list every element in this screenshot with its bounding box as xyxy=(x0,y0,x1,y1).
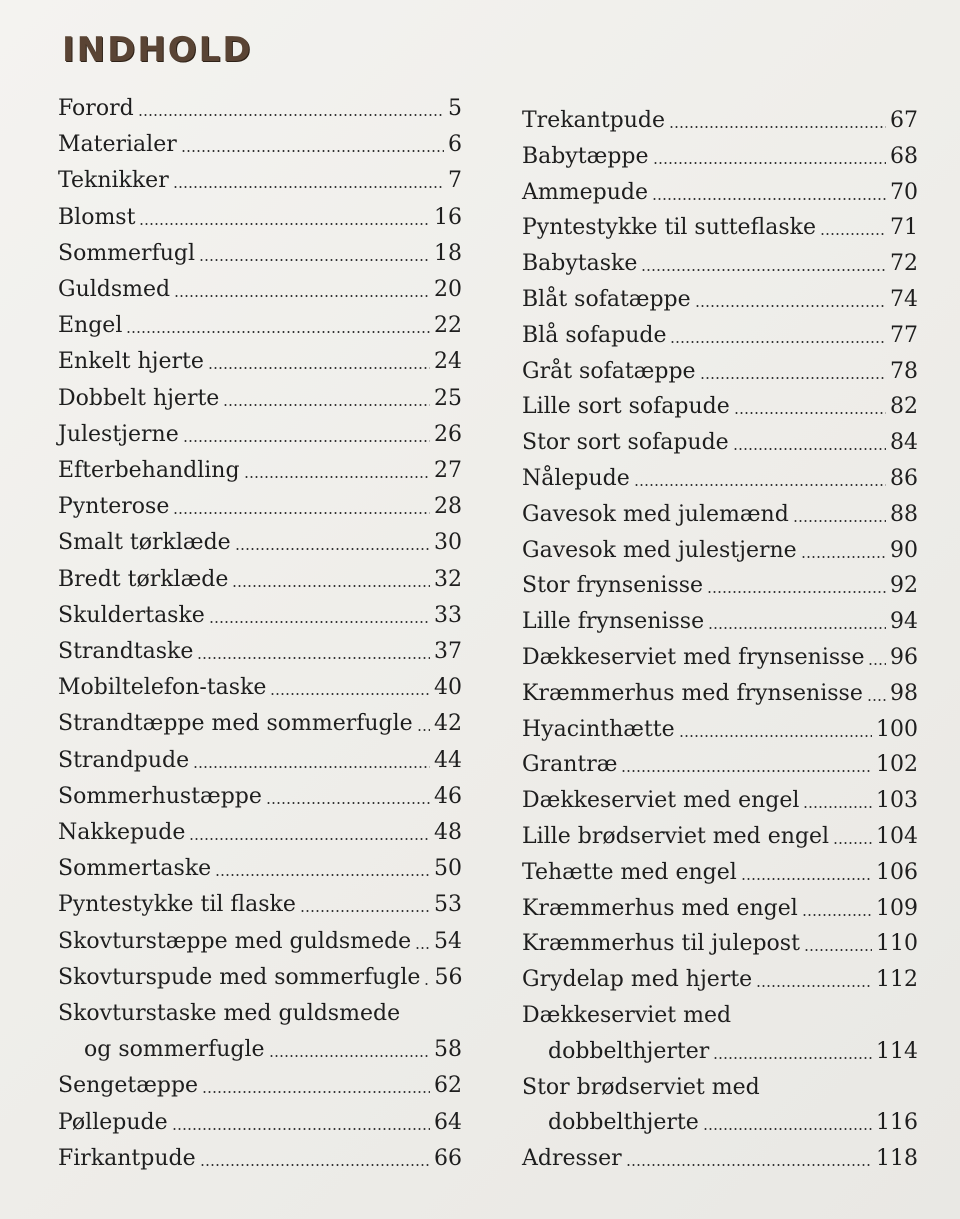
toc-entry-title: Forord xyxy=(58,96,134,121)
toc-entry-page: 74 xyxy=(890,287,918,312)
toc-entry xyxy=(58,311,462,341)
toc-entry xyxy=(522,357,918,387)
toc-entry-page: 71 xyxy=(890,215,918,241)
toc-entry xyxy=(522,679,918,709)
toc-entry xyxy=(522,643,918,673)
toc-entry-page: 30 xyxy=(434,530,462,556)
dot-leader xyxy=(793,520,886,522)
toc-entry-title: Pyntestykke til flaske xyxy=(58,892,296,918)
toc-entry-page: 94 xyxy=(890,609,918,635)
dot-leader xyxy=(266,802,430,804)
toc-entry-title: Kræmmerhus til julepost xyxy=(522,931,800,957)
dot-leader xyxy=(139,223,430,225)
toc-entry-title: Sommerfugl xyxy=(58,240,196,266)
toc-entry xyxy=(522,428,918,458)
toc-entry-title: Firkantpude xyxy=(58,1145,196,1171)
toc-entry xyxy=(58,1071,462,1101)
toc-entry-title: Efterbehandling xyxy=(58,458,240,483)
dot-leader xyxy=(695,305,886,307)
toc-entry-page: 88 xyxy=(890,501,918,527)
toc-entry-page: 32 xyxy=(434,566,462,592)
toc-entry-title: Kræmmerhus med frynsenisse xyxy=(522,680,863,706)
dot-leader xyxy=(621,770,872,772)
dot-leader xyxy=(833,842,872,844)
toc-entry xyxy=(58,528,462,558)
toc-entry xyxy=(58,492,462,522)
toc-entry xyxy=(58,384,462,414)
toc-entry xyxy=(522,1001,918,1031)
toc-entry xyxy=(522,321,918,351)
dot-leader xyxy=(670,341,886,343)
toc-entry xyxy=(58,565,462,595)
toc-entry xyxy=(58,166,462,196)
dot-leader xyxy=(173,512,430,514)
dot-leader xyxy=(652,198,886,200)
dot-leader xyxy=(174,295,430,297)
toc-entry xyxy=(522,106,918,136)
toc-entry-title: Gråt sofatæppe xyxy=(522,358,696,384)
toc-entry-title: Engel xyxy=(58,313,123,339)
toc-entry xyxy=(58,746,462,776)
toc-entry-title: Babytaske xyxy=(522,251,638,277)
toc-entry xyxy=(522,285,918,315)
dot-leader xyxy=(232,585,430,587)
toc-entry xyxy=(58,456,462,486)
toc-entry xyxy=(522,536,918,566)
dot-leader xyxy=(804,949,872,951)
toc-entry xyxy=(522,178,918,208)
dot-leader xyxy=(802,914,872,916)
toc-entry-page: 64 xyxy=(434,1109,462,1135)
toc-entry-page: 84 xyxy=(890,430,918,456)
toc-entry-title: Skovturstæppe med guldsmede xyxy=(58,928,412,954)
toc-entry xyxy=(58,999,462,1029)
toc-entry xyxy=(58,203,462,233)
toc-entry-page: 72 xyxy=(890,251,918,277)
dot-leader xyxy=(138,114,444,116)
toc-entry-page: 33 xyxy=(434,602,462,628)
toc-entry-title: Dækkeserviet med engel xyxy=(522,788,800,814)
toc-entry-page: 44 xyxy=(434,747,462,773)
toc-entry-page: 24 xyxy=(434,349,462,375)
toc-entry xyxy=(58,94,462,124)
toc-entry-title: Stor sort sofapude xyxy=(522,430,729,456)
toc-entry-title: Dækkeserviet med frynsenisse xyxy=(522,645,865,670)
toc-entry xyxy=(522,392,918,422)
toc-entry-page: 66 xyxy=(434,1145,462,1171)
toc-entry-page: 62 xyxy=(434,1073,462,1099)
toc-entry-title: Gavesok med julestjerne xyxy=(522,537,797,563)
toc-entry-page: 67 xyxy=(890,108,918,133)
page-title: INDHOLD xyxy=(62,30,253,70)
dot-leader xyxy=(700,377,886,379)
dot-leader xyxy=(634,484,886,486)
dot-leader xyxy=(181,150,444,152)
toc-entry xyxy=(522,464,918,494)
toc-entry xyxy=(58,927,462,957)
toc-entry xyxy=(522,1073,918,1103)
toc-entry xyxy=(58,420,462,450)
toc-entry xyxy=(58,709,462,739)
toc-entry-page: 109 xyxy=(876,895,918,921)
dot-leader xyxy=(741,878,872,880)
toc-entry-title: Blåt sofatæppe xyxy=(522,287,691,312)
dot-leader xyxy=(626,1164,872,1166)
toc-entry-page: 77 xyxy=(890,322,918,348)
toc-entry-title: Blomst xyxy=(58,204,136,230)
toc-entry-title: Blå sofapude xyxy=(522,322,667,348)
toc-entry-title: Gavesok med julemænd xyxy=(522,501,789,527)
toc-entry-page: 48 xyxy=(434,820,462,845)
toc-entry xyxy=(522,1037,918,1067)
dot-leader xyxy=(244,476,430,478)
toc-entry-title: Guldsmed xyxy=(58,277,171,302)
toc-entry-page: 22 xyxy=(434,313,462,339)
toc-entry-page: 54 xyxy=(434,928,462,954)
toc-entry-page: 103 xyxy=(876,788,918,814)
toc-entry-title: Lille frynsenisse xyxy=(522,609,705,635)
toc-entry-title: Dækkeserviet med xyxy=(522,1003,732,1028)
toc-entry xyxy=(58,1108,462,1138)
toc-entry-page: 26 xyxy=(434,421,462,447)
dot-leader xyxy=(679,735,872,737)
dot-leader xyxy=(713,1057,872,1059)
dot-leader xyxy=(197,657,430,659)
toc-entry-title: Sommertaske xyxy=(58,856,212,882)
dot-leader xyxy=(708,627,886,629)
toc-entry-title: Dobbelt hjerte xyxy=(58,385,220,411)
toc-entry-title: Stor frynsenisse xyxy=(522,573,704,599)
toc-entry-page: 58 xyxy=(434,1037,462,1063)
toc-entry xyxy=(522,965,918,995)
toc-entry-page: 16 xyxy=(434,204,462,230)
dot-leader xyxy=(733,448,886,450)
toc-entry xyxy=(58,963,462,993)
toc-entry xyxy=(58,782,462,812)
dot-leader xyxy=(703,1128,872,1130)
toc-entry-page: 78 xyxy=(890,358,918,384)
toc-entry-title: Julestjerne xyxy=(58,421,179,447)
toc-entry-title: Pyntestykke til sutteflaske xyxy=(522,215,816,241)
toc-entry-title: Kræmmerhus med engel xyxy=(522,895,798,921)
toc-entry xyxy=(58,890,462,920)
toc-entry xyxy=(58,637,462,667)
toc-entry-page: 20 xyxy=(434,277,462,302)
toc-entry-title: Lille sort sofapude xyxy=(522,394,730,420)
dot-leader xyxy=(424,983,430,985)
dot-leader xyxy=(641,269,886,271)
dot-leader xyxy=(215,874,430,876)
dot-leader xyxy=(707,591,886,593)
toc-entry xyxy=(522,858,918,888)
dot-leader xyxy=(803,806,872,808)
toc-entry-page: 114 xyxy=(876,1038,918,1064)
toc-entry-page: 106 xyxy=(876,859,918,885)
toc-entry-page: 7 xyxy=(448,168,462,194)
toc-entry xyxy=(522,750,918,780)
dot-leader xyxy=(199,259,430,261)
toc-entry-title: Strandtaske xyxy=(58,639,194,664)
toc-entry xyxy=(522,213,918,243)
dot-leader xyxy=(669,126,886,128)
toc-entry-title: Babytæppe xyxy=(522,143,649,169)
toc-entry-title: Sommerhustæppe xyxy=(58,783,262,809)
toc-entry-title: Nakkepude xyxy=(58,820,186,845)
dot-leader xyxy=(756,985,872,987)
toc-entry-title: Pøllepude xyxy=(58,1109,168,1135)
toc-entry-page: 98 xyxy=(890,680,918,706)
toc-entry-title: Adresser xyxy=(522,1146,622,1172)
toc-entry xyxy=(58,239,462,269)
toc-entry xyxy=(522,142,918,172)
dot-leader xyxy=(193,766,430,768)
dot-leader xyxy=(269,1055,430,1057)
toc-entry xyxy=(522,715,918,745)
dot-leader xyxy=(200,1164,430,1166)
toc-entry-title: Skovturstaske med guldsmede xyxy=(58,1001,401,1026)
dot-leader xyxy=(417,729,430,731)
toc-entry-page: 25 xyxy=(434,385,462,411)
toc-entry-title: Lille brødserviet med engel xyxy=(522,824,830,849)
toc-entry xyxy=(58,275,462,305)
toc-entry xyxy=(522,894,918,924)
toc-entry-page: 56 xyxy=(434,964,463,990)
dot-leader xyxy=(801,556,886,558)
toc-entry-page: 118 xyxy=(876,1146,918,1172)
toc-entry-title: Teknikker xyxy=(58,168,169,194)
toc-entry-title: Strandpude xyxy=(58,747,190,773)
toc-entry-title: Enkelt hjerte xyxy=(58,349,204,375)
toc-entry xyxy=(58,347,462,377)
toc-entry-page: 6 xyxy=(448,132,462,158)
toc-entry-page: 100 xyxy=(876,716,918,742)
toc-entry xyxy=(58,130,462,160)
toc-entry-title: Mobiltelefon-taske xyxy=(58,675,267,701)
dot-leader xyxy=(223,404,430,406)
toc-entry-title: og sommerfugle xyxy=(84,1037,265,1063)
toc-entry-title: Smalt tørklæde xyxy=(58,530,231,556)
toc-entry xyxy=(58,601,462,631)
toc-entry xyxy=(58,673,462,703)
toc-entry-page: 70 xyxy=(890,179,918,205)
toc-entry-title: Strandtæppe med sommerfugle xyxy=(58,711,413,737)
dot-leader xyxy=(183,440,430,442)
toc-entry-title: Trekantpude xyxy=(522,108,666,133)
toc-entry-page: 37 xyxy=(434,639,462,664)
toc-entry-page: 27 xyxy=(434,458,462,483)
toc-entry-page: 116 xyxy=(876,1110,918,1136)
toc-entry-title: Nålepude xyxy=(522,466,630,491)
toc-entry xyxy=(522,1108,918,1138)
toc-entry-page: 40 xyxy=(434,675,462,701)
toc-entry-title: Skovturspude med sommerfugle xyxy=(58,964,421,990)
toc-entry-page: 102 xyxy=(876,752,918,778)
toc-entry-page: 86 xyxy=(890,466,918,491)
toc-entry-title: Ammepude xyxy=(522,179,648,205)
dot-leader xyxy=(209,621,430,623)
toc-entry-page: 104 xyxy=(876,824,918,849)
toc-entry-title: dobbelthjerter xyxy=(548,1038,710,1064)
toc-entry xyxy=(58,1144,462,1174)
toc-entry-title: dobbelthjerte xyxy=(548,1110,699,1136)
dot-leader xyxy=(235,548,430,550)
dot-leader xyxy=(867,699,886,701)
dot-leader xyxy=(173,186,444,188)
toc-entry xyxy=(522,1144,918,1174)
dot-leader xyxy=(189,838,430,840)
toc-entry-page: 42 xyxy=(434,711,462,737)
dot-leader xyxy=(202,1091,430,1093)
toc-entry-page: 18 xyxy=(434,240,462,266)
toc-entry-title: Sengetæppe xyxy=(58,1073,199,1099)
toc-entry-title: Hyacinthætte xyxy=(522,716,675,742)
toc-entry-page: 68 xyxy=(890,143,918,169)
dot-leader xyxy=(734,412,886,414)
toc-entry xyxy=(58,1035,462,1065)
toc-entry-title: Pynterose xyxy=(58,494,170,520)
toc-entry-page: 90 xyxy=(890,537,918,563)
dot-leader xyxy=(868,663,886,665)
toc-entry-title: Bredt tørklæde xyxy=(58,566,229,592)
toc-entry xyxy=(522,571,918,601)
toc-entry-page: 28 xyxy=(434,494,462,520)
toc-entry xyxy=(522,786,918,816)
dot-leader xyxy=(820,233,886,235)
dot-leader xyxy=(653,162,887,164)
toc-entry-page: 112 xyxy=(876,967,918,993)
toc-entry xyxy=(58,854,462,884)
dot-leader xyxy=(172,1128,430,1130)
toc-entry-title: Materialer xyxy=(58,132,177,158)
toc-entry xyxy=(522,249,918,279)
toc-entry-page: 50 xyxy=(434,856,462,882)
dot-leader xyxy=(126,331,430,333)
toc-entry xyxy=(522,500,918,530)
toc-entry-title: Grantræ xyxy=(522,752,618,778)
toc-entry-title: Grydelap med hjerte xyxy=(522,967,753,993)
dot-leader xyxy=(415,947,430,949)
dot-leader xyxy=(300,910,430,912)
toc-entry xyxy=(522,607,918,637)
dot-leader xyxy=(208,367,430,369)
toc-entry-page: 96 xyxy=(890,645,918,670)
dot-leader xyxy=(270,693,430,695)
toc-entry-page: 82 xyxy=(890,394,918,420)
toc-entry-page: 110 xyxy=(876,931,918,957)
toc-entry xyxy=(522,822,918,852)
toc-entry-title: Tehætte med engel xyxy=(522,859,737,885)
toc-entry-title: Stor brødserviet med xyxy=(522,1074,760,1100)
toc-entry-page: 53 xyxy=(434,892,462,918)
toc-entry xyxy=(58,818,462,848)
toc-entry-title: Skuldertaske xyxy=(58,602,205,628)
toc-entry xyxy=(522,929,918,959)
toc-entry-page: 92 xyxy=(890,573,918,599)
toc-entry-page: 5 xyxy=(448,96,462,121)
toc-entry-page: 46 xyxy=(434,783,462,809)
